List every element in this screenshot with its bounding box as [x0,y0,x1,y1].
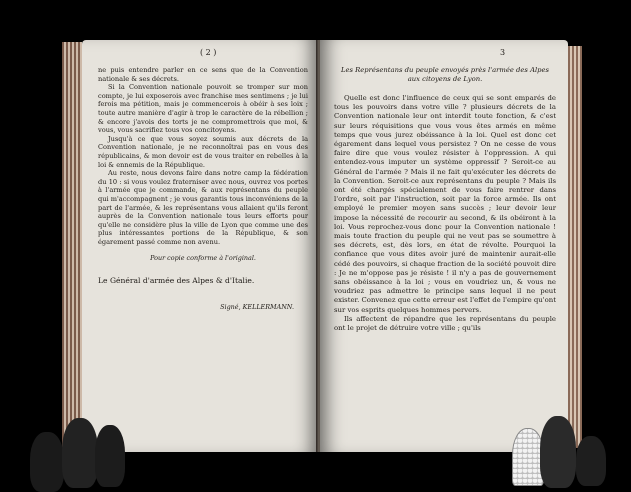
left-page-number: ( 2 ) [200,48,217,57]
right-page-number: 3 [500,48,506,57]
left-paragraph-3: Jusqu'à ce que vous soyez soumis aux décrets de la Convention nationale, je ne reconnoîtrai pas en vous des républicains, & mon devoir est de vous traiter en rebelles à la loi & ennemis de la République. [98,134,308,169]
finger-left-3 [95,425,125,487]
right-page [320,40,568,452]
left-page-edges [62,42,82,452]
finger-left-2 [62,418,98,488]
signature-line: Signé, KELLERMANN. [220,303,294,312]
signatory-title: Le Général d'armée des Alpes & d'Italie. [98,276,255,286]
right-paragraph-1: Quelle est donc l'influence de ceux qui se sont emparés de tous les pouvoirs dans votre ville ? plusieurs décrets de la Convention nationale leur ont interdit toute fonction, & c'est sur leurs réquisitions que vous vous êtes armés en même temps que vous jurez obéissance à la loi. Quel est donc cet égarement dans lequel vous persistez ? On ne cesse de vous faire dire que vous voulez résister à l'oppression. A qui entendez-vous imputer un système oppressif ? Seroit-ce au Général de l'armée ? Mais il ne fait qu'exécuter les décrets de la Convention. Seroit-ce aux représentans du peuple ? Mais ils ont été chargés spécialement de vous faire rentrer dans l'ordre, soit par l'instruction, soit par la force armée. Ils ont employé le premier moyen sans succès ; leur devoir leur impose la nécessité de recourir au second, & ils obéiront à la loi. Vous reprochez-vous donc pour la Convention nationale ! mais toute fraction du peuple qui ne veut pas se soumettre à ses décrets, est, dès lors, en état de révolte. Pourquoi la confiance que vous dites avoir juré de maintenir aurait-elle cédé des pouvoirs, si chaque fraction de la société pouvoit dire : Je ne m'oppose pas je résiste ! il n'y a pas de gouvernement sans obéissance à la loi ; vous en voudriez un, & vous ne voudriez pas admettre le principe sans lequel il ne peut exister. Convenez que cette erreur est l'effet de l'empire qu'ont sur vos esprits quelques hommes pervers. [334,94,556,314]
finger-right-1 [540,416,576,488]
left-paragraph-1: ne puis entendre parler en ce sens que de la Convention nationale & ses décrets. [98,66,308,83]
left-paragraph-4: Au reste, nous devons faire dans notre camp la fédération du 10 : si vous voulez fraterniser avec nous, ouvrez vos portes à l'armée que je commande, & aux représentans du peuple qui m'accompagnent ; je vous garantis tous inconvéniens de la part de l'armée, & les représentans vous allaient qu'ils feront auprès de la Convention nationale tous leurs efforts pour qu'elle ne considère plus la ville de Lyon que comme une des plus intéressantes portions de la République, & son égarement passé comme non avenu. [98,169,308,246]
right-page-heading: Les Représentans du peuple envoyés près l'armée des Alpes aux citoyens de Lyon. [340,66,550,83]
left-page [82,40,318,452]
finger-left-1 [30,432,64,492]
right-page-edges [566,46,582,448]
finger-right-2 [576,436,606,486]
left-paragraph-2: Si la Convention nationale pouvoit se tromper sur mon compte, je lui exposerois avec franchise mes sentimens ; je lui ferois ma pétition, mais je commencerois à obéir à ses loix ; toute autre manière d'agir à trop le caractère de la rébellion ; & encore j'avois des torts je ne compromettrois que moi, & vous, vous sacrifiez tous vos concitoyens. [98,83,308,135]
right-paragraph-2: Ils affectent de répandre que les représentans du peuple ont le projet de détruire votre ville ; qu'ils [334,314,556,333]
certification-line: Pour copie conforme à l'original. [150,254,256,263]
